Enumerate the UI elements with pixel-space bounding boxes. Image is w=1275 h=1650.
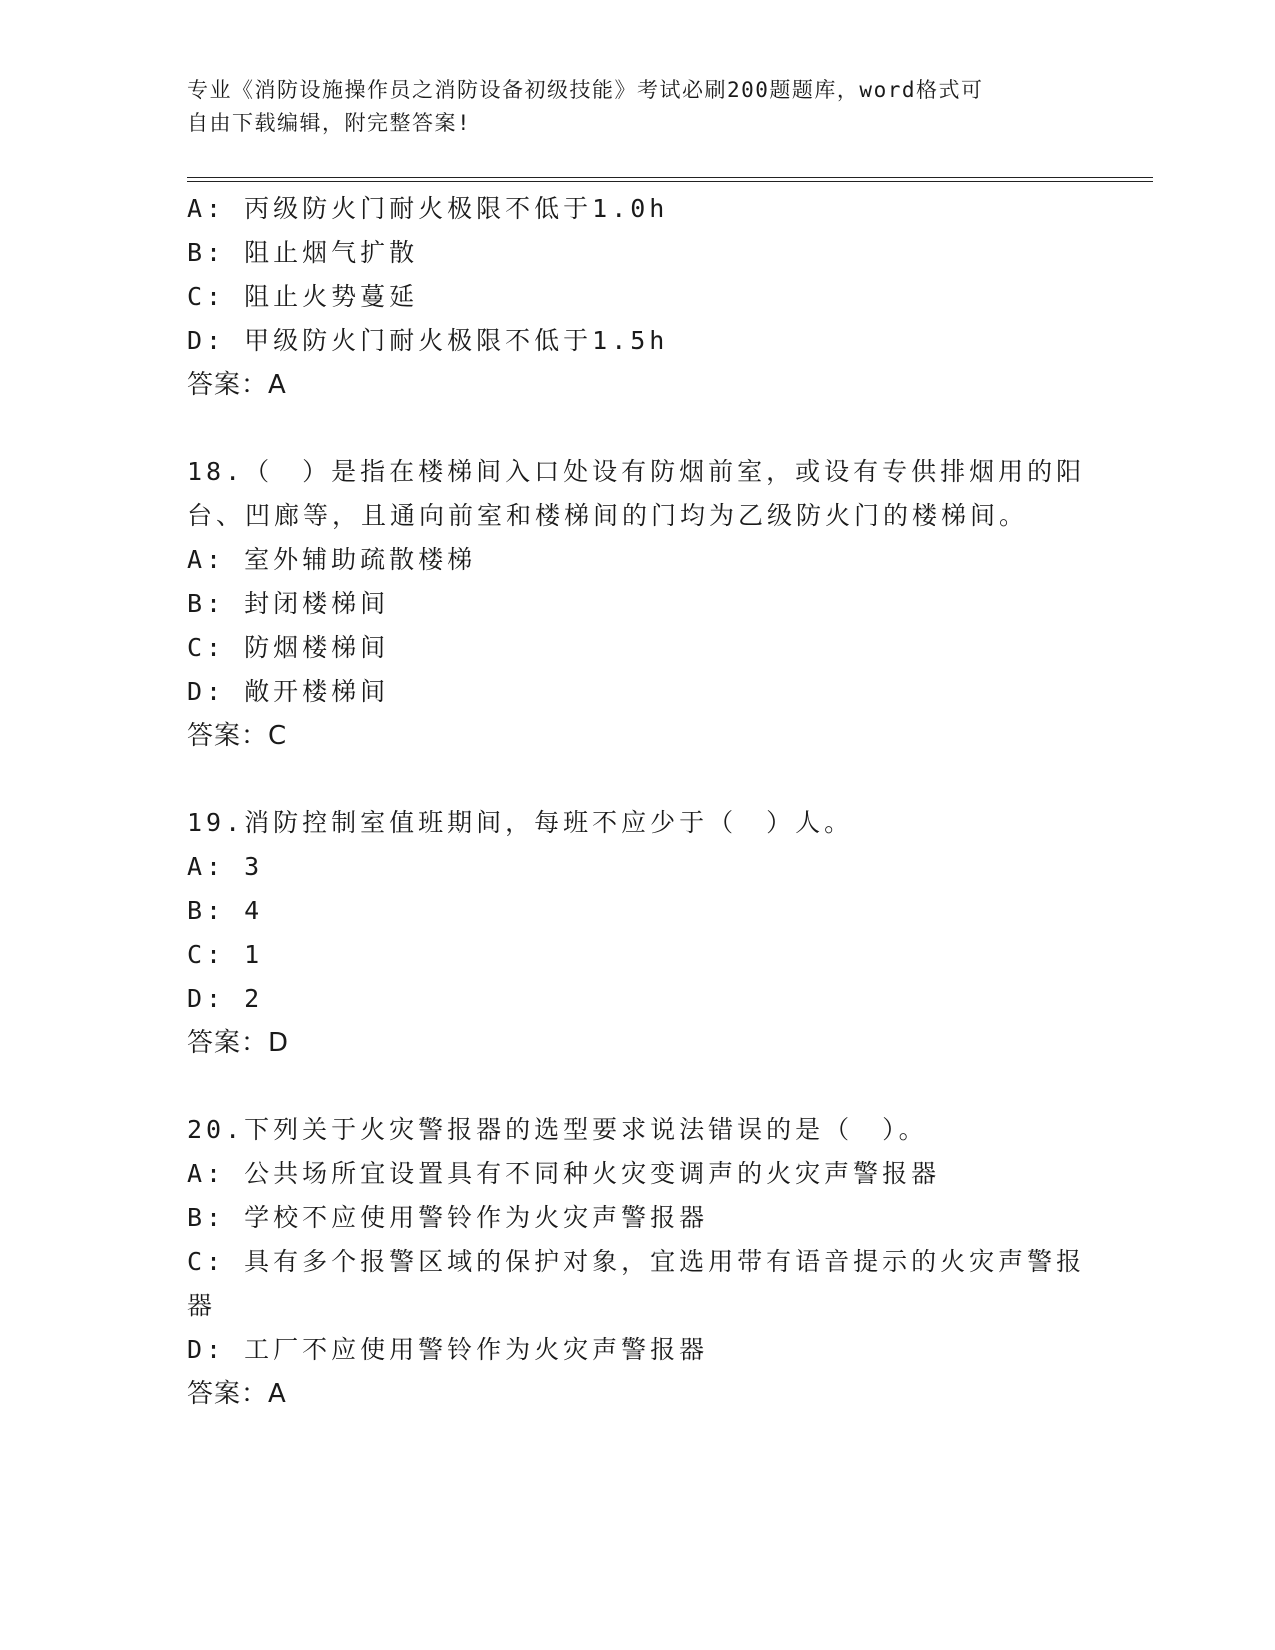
q19-option-d: D: 2	[187, 984, 264, 1013]
q18-option-a: A: 室外辅助疏散楼梯	[187, 545, 477, 574]
q18-option-d: D: 敞开楼梯间	[187, 677, 390, 706]
document-header	[187, 74, 1067, 140]
q17-option-b: B: 阻止烟气扩散	[187, 238, 419, 267]
header-divider-bottom	[187, 181, 1153, 182]
q20-option-d: D: 工厂不应使用警铃作为火灾声警报器	[187, 1335, 709, 1364]
q19-option-a: A: 3	[187, 852, 264, 881]
header-line-2: 自由下载编辑，附完整答案!	[187, 111, 472, 135]
q18-option-c: C: 防烟楼梯间	[187, 633, 390, 662]
q18-stem-line-2: 台、凹廊等，且通向前室和楼梯间的门均为乙级防火门的楼梯间。	[187, 501, 1029, 530]
q17-answer: 答案：A	[187, 370, 287, 400]
q19-option-c: C: 1	[187, 940, 264, 969]
q20-option-c: C: 具有多个报警区域的保护对象，宜选用带有语音提示的火灾声警报	[187, 1247, 1086, 1276]
q18-option-b: B: 封闭楼梯间	[187, 589, 390, 618]
q20-option-b: B: 学校不应使用警铃作为火灾声警报器	[187, 1203, 709, 1232]
q19-option-b: B: 4	[187, 896, 264, 925]
header-line-1: 专业《消防设施操作员之消防设备初级技能》考试必刷200题题库，word格式可	[187, 78, 984, 102]
q20-option-a: A: 公共场所宜设置具有不同种火灾变调声的火灾声警报器	[187, 1159, 941, 1188]
q20-stem: 20.下列关于火灾警报器的选型要求说法错误的是（ ）。	[187, 1115, 928, 1144]
q18-answer: 答案：C	[187, 721, 288, 751]
q18-stem-line-1: 18.（ ）是指在楼梯间入口处设有防烟前室，或设有专供排烟用的阳	[187, 457, 1086, 486]
q17-option-a: A: 丙级防火门耐火极限不低于1.0h	[187, 194, 669, 223]
q17-option-c: C: 阻止火势蔓延	[187, 282, 419, 311]
header-divider-top	[187, 177, 1153, 178]
q19-stem: 19.消防控制室值班期间，每班不应少于（ ）人。	[187, 808, 854, 837]
q17-option-d: D: 甲级防火门耐火极限不低于1.5h	[187, 326, 669, 355]
q19-answer: 答案：D	[187, 1028, 290, 1058]
q20-option-c-continued: 器	[187, 1291, 217, 1320]
q20-answer: 答案：A	[187, 1379, 287, 1409]
